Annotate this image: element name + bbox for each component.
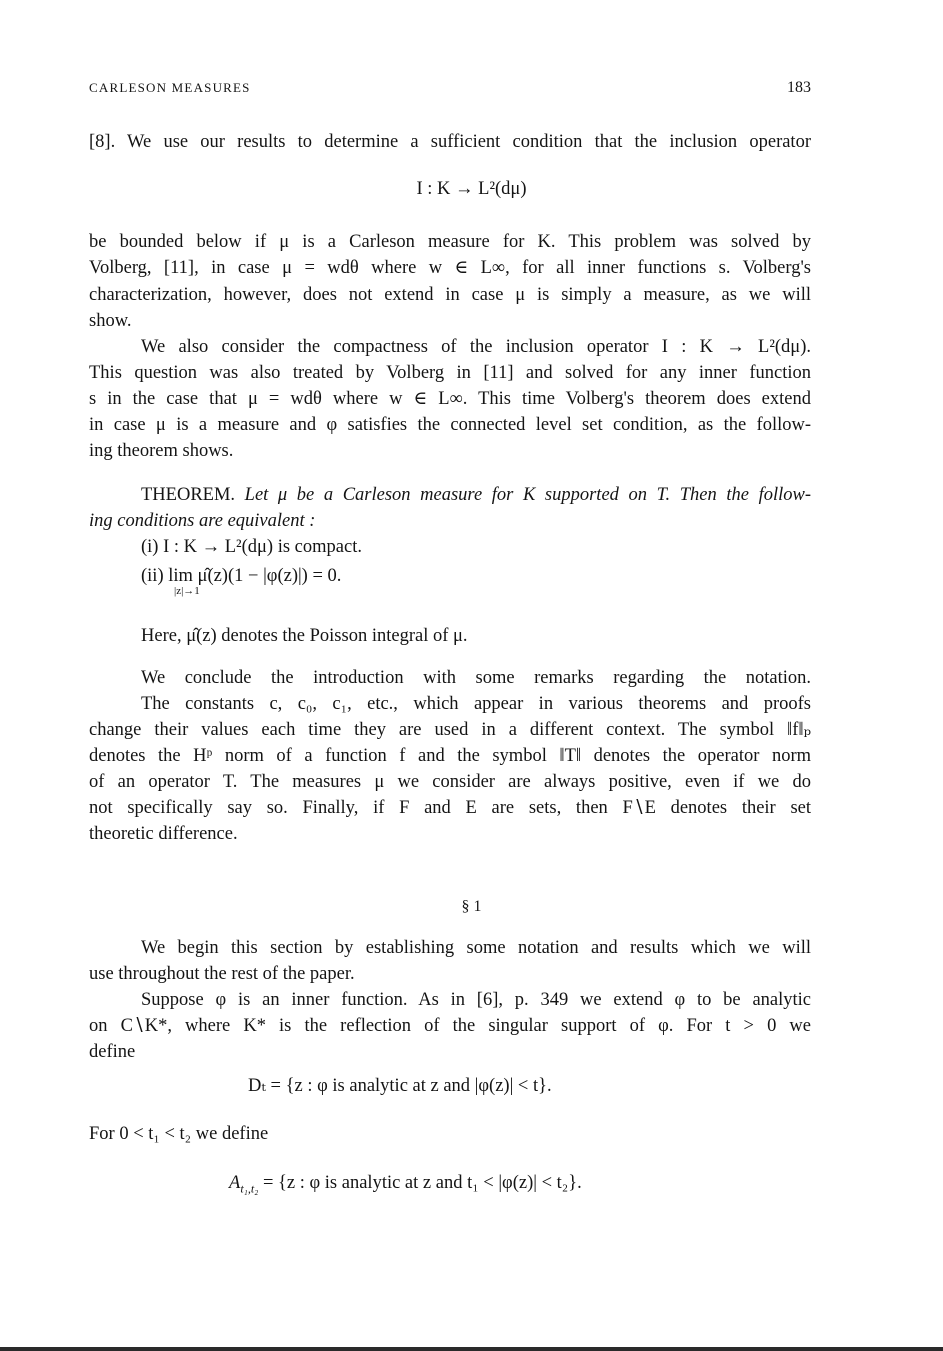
text-line: change their values each time they are used in a different context. The symbol ‖f‖ₚ: [89, 720, 811, 740]
text-line: denotes the Hᵖ norm of a function f and the symbol ‖T‖ denotes the operator norm: [89, 746, 811, 766]
limit-subscript: |z|→1: [174, 585, 200, 597]
text-line: We begin this section by establishing some notation and results which we will: [141, 938, 811, 958]
page-number: 183: [787, 79, 811, 96]
display-equation: I : K → L²(dμ): [416, 179, 527, 199]
equation-lhs: A: [229, 1173, 241, 1193]
theorem-label: THEOREM.: [141, 485, 236, 505]
text-line: s in the case that μ = wdθ where w ∈ L∞. This time Volberg's theorem does extend: [89, 389, 811, 409]
scan-edge: [0, 1347, 943, 1351]
text-line: We conclude the introduction with some remarks regarding the notation.: [141, 668, 811, 688]
text-line: This question was also treated by Volberg in [11] and solved for any inner function: [89, 363, 811, 383]
text-line: in case μ is a measure and φ satisfies the connected level set condition, as the follow-: [89, 415, 811, 435]
theorem-note: Here, μ̂(z) denotes the Poisson integral of μ.: [141, 626, 468, 646]
theorem-line: ing conditions are equivalent :: [89, 511, 316, 531]
text-line: be bounded below if μ is a Carleson measure for K. This problem was solved by: [89, 232, 811, 252]
text-line: on C∖K*, where K* is the reflection of the singular support of φ. For t > 0 we: [89, 1016, 811, 1036]
text-line: [8]. We use our results to determine a sufficient condition that the inclusion operator: [89, 132, 811, 152]
text-line: ing theorem shows.: [89, 441, 234, 461]
text-line: characterization, however, does not extend in case μ is simply a measure, as we will: [89, 285, 811, 305]
theorem-item-i: (i) I : K → L²(dμ) is compact.: [141, 537, 362, 557]
text-line: of an operator T. The measures μ we consider are always positive, even if we do: [89, 772, 811, 792]
section-heading: § 1: [461, 898, 482, 915]
text-line: Suppose φ is an inner function. As in [6], p. 349 we extend φ to be analytic: [141, 990, 811, 1010]
display-equation: Dₜ = {z : φ is analytic at z and |φ(z)| < t}.: [248, 1076, 552, 1096]
text-line: define: [89, 1042, 136, 1062]
running-header: [89, 79, 811, 97]
theorem-statement: Let μ be a Carleson measure for K supported on T. Then the follow-: [244, 485, 811, 505]
theorem-item-ii: (ii) lim μ̂(z)(1 − |φ(z)|) = 0.: [141, 566, 342, 586]
text-line: For 0 < t₁ < t₂ we define: [89, 1124, 269, 1144]
equation-subscript: t₁,t₂: [240, 1181, 259, 1196]
text-line: not specifically say so. Finally, if F and E are sets, then F∖E denotes their set: [89, 798, 811, 818]
theorem-line: [141, 482, 811, 508]
running-title: CARLESON MEASURES: [89, 80, 251, 95]
text-line: The constants c, c₀, c₁, etc., which appear in various theorems and proofs: [141, 694, 811, 714]
equation-rhs: = {z : φ is analytic at z and t₁ < |φ(z)| < t₂}.: [262, 1173, 582, 1193]
text-line: We also consider the compactness of the inclusion operator I : K → L²(dμ).: [141, 337, 811, 357]
text-line: Volberg, [11], in case μ = wdθ where w ∈ L∞, for all inner functions s. Volberg's: [89, 258, 811, 278]
text-line: show.: [89, 311, 132, 331]
display-equation: [229, 1170, 582, 1202]
text-line: use throughout the rest of the paper.: [89, 964, 355, 984]
text-line: theoretic difference.: [89, 824, 238, 844]
